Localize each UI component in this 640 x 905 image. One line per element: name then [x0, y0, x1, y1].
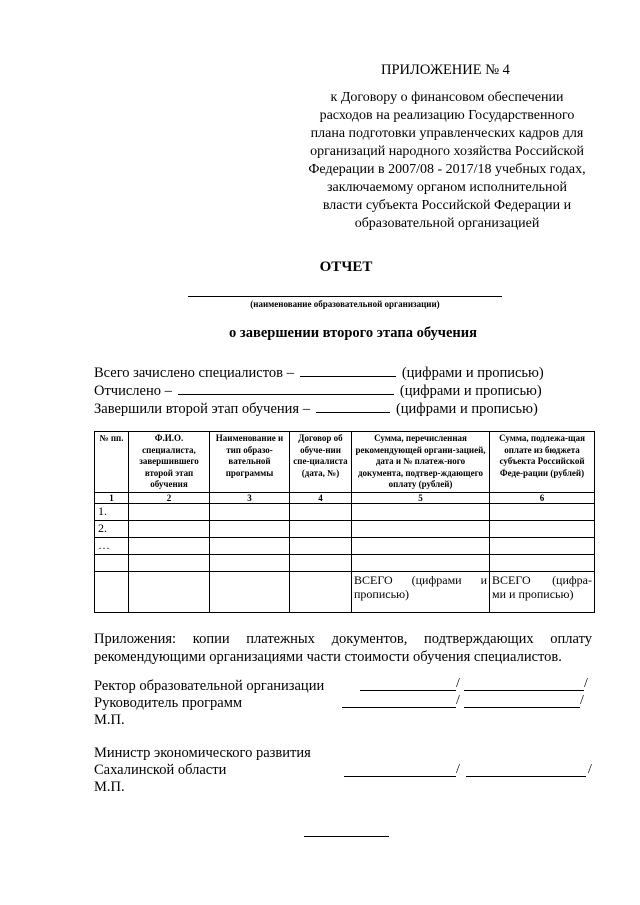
table-cell[interactable] — [129, 520, 210, 537]
slash-separator: / — [584, 676, 588, 691]
col-header-contract: Договор об обуче-нии спе-циалиста (дата, №) — [290, 432, 352, 493]
stat-completed-label: Завершили второй этап обучения – — [94, 401, 310, 417]
column-number: 2 — [129, 492, 210, 503]
col-header-program: Наименование и тип образо-вательной программы — [210, 432, 290, 493]
annex-line: образовательной организацией — [354, 216, 540, 231]
total-paid-line2: прописью) — [354, 586, 410, 601]
table-row — [95, 554, 595, 571]
table-cell[interactable] — [290, 503, 352, 520]
minister-region-label: Сахалинской области — [94, 762, 227, 778]
table-cell[interactable] — [210, 520, 290, 537]
column-number: 5 — [352, 492, 490, 503]
column-number-row — [95, 492, 595, 503]
table-cell[interactable] — [290, 520, 352, 537]
annex-line: заключаемому органом исполнительной — [326, 180, 568, 195]
total-paid-cell[interactable] — [352, 571, 490, 612]
table-cell[interactable] — [352, 520, 490, 537]
stat-expelled-hint: (цифрами и прописью) — [399, 383, 542, 399]
table-cell[interactable] — [352, 503, 490, 520]
annex-title: ПРИЛОЖЕНИЕ № 4 — [381, 62, 510, 78]
column-number: 4 — [290, 492, 352, 503]
slash-separator: / — [588, 762, 592, 777]
stat-expelled-label: Отчислено – — [94, 383, 172, 399]
total-paid-word: и — [480, 572, 487, 587]
stat-expelled — [94, 382, 542, 400]
stat-completed-field[interactable] — [316, 400, 390, 413]
table-cell[interactable] — [210, 554, 290, 571]
total-budget-word: ВСЕГО — [492, 572, 531, 587]
slash-separator: / — [456, 693, 460, 708]
head-label: Руководитель программ — [94, 695, 243, 711]
table-cell[interactable] — [210, 537, 290, 554]
report-title: ОТЧЕТ — [319, 259, 373, 275]
row-number: … — [95, 537, 129, 554]
table-cell[interactable] — [129, 537, 210, 554]
annex-line: расходов на реализацию Государственного — [319, 108, 575, 123]
org-name-caption: (наименование образовательной организации) — [250, 299, 440, 309]
annex-description — [262, 89, 632, 233]
table-header-row — [95, 432, 595, 493]
head-name-field[interactable] — [464, 707, 580, 708]
stat-expelled-field[interactable] — [178, 382, 394, 395]
table-cell[interactable] — [210, 503, 290, 520]
annex-line: к Договору о финансовом обеспечении — [330, 90, 564, 105]
slash-separator: / — [456, 676, 460, 691]
annex-line: власти субъекта Российской Федерации и — [322, 198, 572, 213]
head-signature-field[interactable] — [342, 707, 456, 708]
rector-label: Ректор образовательной организации — [94, 678, 325, 694]
table-cell[interactable] — [290, 537, 352, 554]
row-number — [95, 554, 129, 571]
stage-title: о завершении второго этапа обучения — [229, 325, 477, 341]
rector-signature-field[interactable] — [360, 690, 456, 691]
minister-signature-field[interactable] — [344, 776, 456, 777]
table-row — [95, 520, 595, 537]
table-cell[interactable] — [352, 554, 490, 571]
report-table — [94, 431, 595, 613]
table-row — [95, 537, 595, 554]
col-header-budget-sum: Сумма, подлежа-щая оплате из бюджета субъекта Российской Феде-рации (рублей) — [490, 432, 595, 493]
table-cell[interactable] — [490, 554, 595, 571]
column-number: 6 — [490, 492, 595, 503]
col-header-number: № пп. — [95, 432, 129, 493]
stat-completed-hint: (цифрами и прописью) — [395, 401, 538, 417]
row-number: 2. — [95, 520, 129, 537]
table-cell[interactable] — [490, 503, 595, 520]
total-budget-cell[interactable] — [490, 571, 595, 612]
row-number: 1. — [95, 503, 129, 520]
col-header-paid-sum: Сумма, перечисленная рекомендующей органи-зацией, дата и № платеж-ного документа, подтвер-ждающего оплату (рублей) — [352, 432, 490, 493]
table-cell[interactable] — [352, 537, 490, 554]
minister-label: Министр экономического развития — [94, 745, 311, 761]
table-cell[interactable] — [490, 520, 595, 537]
table-cell — [290, 571, 352, 612]
table-cell[interactable] — [129, 503, 210, 520]
total-budget-line2: ми и прописью) — [492, 586, 574, 601]
annex-line: плана подготовки управленческих кадров для — [310, 126, 584, 141]
total-row — [95, 571, 595, 612]
table-cell — [210, 571, 290, 612]
total-budget-word: (цифра- — [552, 572, 592, 587]
stat-completed — [94, 400, 538, 418]
table-row — [95, 503, 595, 520]
stat-enrolled-label: Всего зачислено специалистов – — [94, 365, 294, 381]
stat-enrolled-hint: (цифрами и прописью) — [401, 365, 544, 381]
stat-enrolled — [94, 364, 544, 382]
org-name-field[interactable] — [188, 296, 502, 297]
annex-line: организаций народного хозяйства Российской — [310, 144, 584, 159]
col-header-name: Ф.И.О. специалиста, завершившего второй этап обучения — [129, 432, 210, 493]
table-cell[interactable] — [490, 537, 595, 554]
seal-label: М.П. — [94, 779, 125, 795]
total-paid-word: (цифрами — [411, 572, 462, 587]
table-cell — [129, 571, 210, 612]
slash-separator: / — [456, 762, 460, 777]
seal-label: М.П. — [94, 712, 125, 728]
total-paid-word: ВСЕГО — [354, 572, 393, 587]
rector-name-field[interactable] — [464, 690, 584, 691]
slash-separator: / — [580, 693, 584, 708]
minister-name-field[interactable] — [466, 776, 586, 777]
table-cell[interactable] — [290, 554, 352, 571]
attachments-note: Приложения: копии платежных документов, подтверждающих оплату рекомендующими организациями части стоимости обучения специалистов. — [94, 631, 592, 665]
column-number: 1 — [95, 492, 129, 503]
column-number: 3 — [210, 492, 290, 503]
annex-line: Федерации в 2007/08 - 2017/18 учебных годах, — [308, 162, 586, 177]
stat-enrolled-field[interactable] — [300, 364, 396, 377]
table-cell — [95, 571, 129, 612]
footer-divider — [304, 836, 389, 837]
table-cell[interactable] — [129, 554, 210, 571]
